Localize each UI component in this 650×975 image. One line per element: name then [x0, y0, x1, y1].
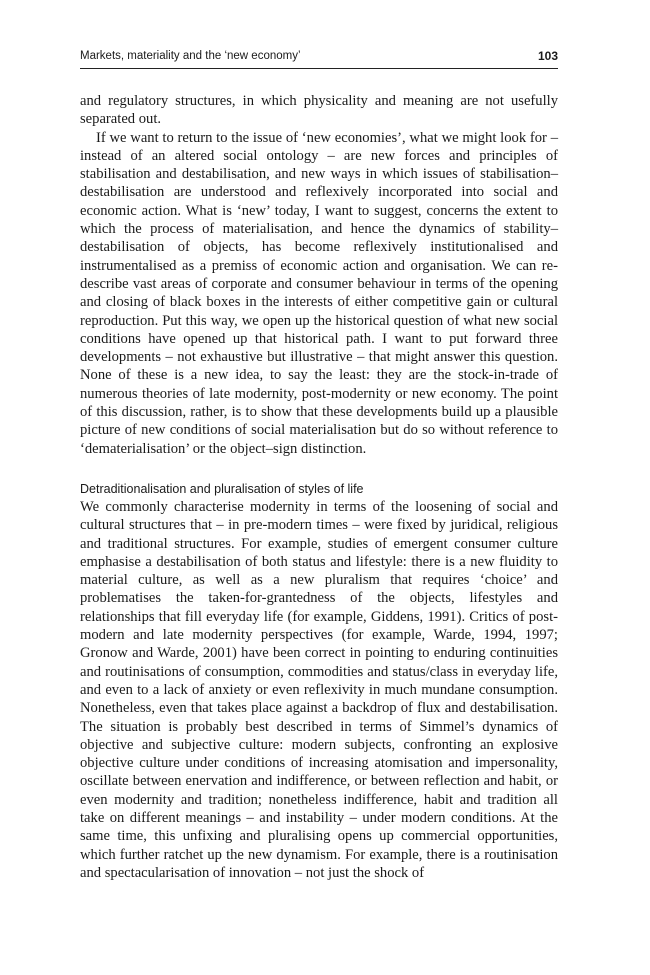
- paragraph-continued: and regulatory structures, in which physicality and meaning are not usefully separated out.: [80, 93, 558, 128]
- running-header: [80, 46, 558, 69]
- paragraph-detraditionalisation: We commonly characterise modernity in terms of the loosening of social and cultural structures that – in pre-modern times – were fixed by juridical, religious and traditional structures. For example, studies of emergent consumer culture emphasise a destabilisation of both status and lifestyle: there is a new fluidity to material culture, as well as a new pluralism that requires ‘choice’ and problematises the taken-for-grantedness of the objects, lifestyles and relationships that fill everyday life (for example, Giddens, 1991). Critics of post-modern and late modernity perspectives (for example, Warde, 1994, 1997; Gronow and Warde, 2001) have been correct in pointing to enduring continuities and routinisations of consumption, commodities and status/class in everyday life, and even to a lack of anxiety or even reflexivity in much mundane consumption. Nonetheless, even that takes place against a backdrop of flux and destabilisation. The situation is probably best described in terms of Simmel’s dynamics of objective and subjective culture: modern subjects, confronting an explosive objective culture under conditions of increasing atomisation and impersonality, oscillate between enervation and indifference, or between reflection and habit, or even modernity and tradition; nonetheless indifference, habit and tradition all take on different meanings – and instability – under modern conditions. At the same time, this unfixing and pluralising opens up commercial opportunities, which further ratchet up the new dynamism. For example, there is a routinisation and spectacularisation of innovation – not just the shock of: [80, 498, 558, 881]
- page-number: 103: [537, 49, 558, 63]
- body-text: [80, 92, 558, 882]
- running-title: Markets, materiality and the ‘new economy’: [80, 50, 301, 62]
- section-heading: Detraditionalisation and pluralisation of styles of life: [80, 481, 364, 496]
- paragraph-new-economies: If we want to return to the issue of ‘new economies’, what we might look for – instead of an altered social ontology – are new forces and principles of stabilisation and destabilisation, and new ways in which issues of stabilisation–destabilisation are understood and reflexively incorporated into social and economic action. What is ‘new’ today, I want to suggest, concerns the extent to which the process of materialisation, and hence the dynamics of stability–destabilisation of objects, has become reflexively institutionalised and instrumentalised as a premiss of economic action and organisation. We can re-describe vast areas of corporate and consumer behaviour in terms of the opening and closing of black boxes in the interests of either competitive gain or cultural reproduction. Put this way, we open up the historical question of what new social conditions have opened up that historical path. I want to put forward three developments – not exhaustive but illustrative – that might answer this question. None of these is a new idea, to say the least: they are the stock-in-trade of numerous theories of late modernity, post-modernity or new economy. The point of this discussion, rather, is to show that these developments build up a plausible picture of new conditions of social materialisation but do so without reference to ‘dematerialisation’ or the object–sign distinction.: [80, 129, 558, 457]
